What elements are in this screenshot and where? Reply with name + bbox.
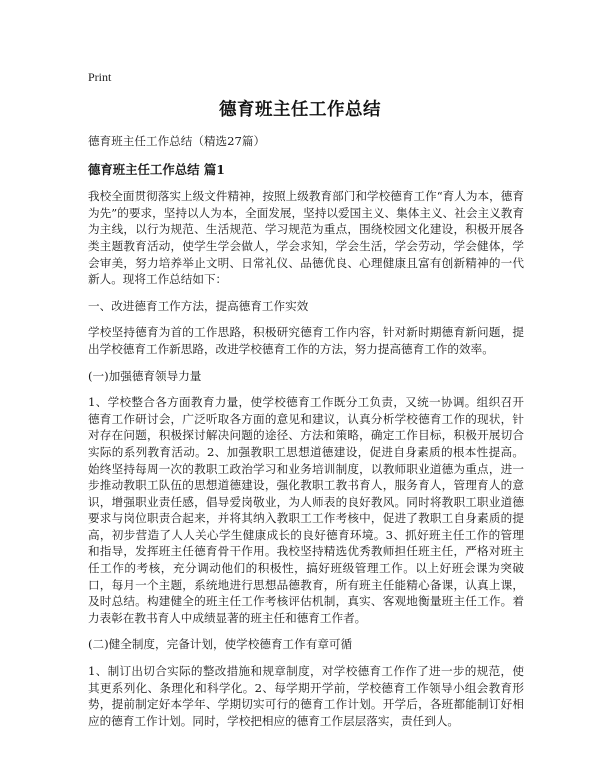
body-subheading: (二)健全制度，完备计划，使学校德育工作有章可循 (88, 637, 353, 652)
document-body (88, 133, 524, 739)
body-paragraph: 1、制订出切合实际的整改措施和规章制度，对学校德育工作作了进一步的规范，使其更系列化、条理化和科学化。2、每学期开学前，学校德育工作领导小组会教育形势，提前制定好本学年、学期切实可行的德育工作计划。开学后，各班都能制订好相应的德育工作计划。同时，学校把相应的德育工作层层落实，责任到人。 (88, 664, 524, 728)
print-label: Print (88, 70, 112, 84)
body-paragraph: 1、学校整合各方面教育力量，使学校德育工作既分工负责，又统一协调。组织召开德育工作研讨会，广泛听取各方面的意见和建议，认真分析学校德育工作的现状，针对存在问题，积极探讨解决问题的途径、方法和策略，确定工作目标，积极开展切合实际的系列教育活动。2、加强教职工思想道德建设，促进自身素质的根本性提高。始终坚持每周一次的教职工政治学习和业务培训制度，以教师职业道德为重点，进一步推动教职工队伍的思想道德建设，强化教职工教书育人，服务育人，管理育人的意识，增强职业责任感，倡导爱岗敬业，为人师表的良好教风。同时将教职工职业道德要求与岗位职责合起来，并将其纳入教职工工作考核中，促进了教职工自身素质的提高，初步营造了人人关心学生健康成长的良好德育环境。3、抓好班主任工作的管理和指导，发挥班主任德育骨干作用。我校坚持精选优秀教师担任班主任，严格对班主任工作的考核，充分调动他们的积极性，搞好班级管理工作。以上好班会课为突破口，每月一个主题，系统地进行思想品德教育，所有班主任能精心备课，认真上课，及时总结。构建健全的班主任工作考核评估机制，真实、客观地衡量班主任工作。着力表彰在教书育人中成绩显著的班主任和德育工作者。 (88, 395, 524, 625)
body-paragraph: 我校全面贯彻落实上级文件精神，按照上级教育部门和学校德育工作“育人为本，德育为先”的要求，坚持以人为本，全面发展，坚持以爱国主义、集体主义、社会主义教育为主线，以行为规范、生活规范、学习规范为重点，围绕校园文化建设，积极开展各类主题教育活动，使学生学会做人，学会求知，学会生活，学会劳动，学会健体，学会审美，努力培养举止文明、日常礼仪、品德优良、心理健康且富有创新精神的一代新人。现将工作总结如下： (88, 189, 524, 287)
document-subtitle: 德育班主任工作总结（精选27篇） (88, 134, 266, 148)
document-title: 德育班主任工作总结 (219, 100, 381, 120)
body-heading: 一、改进德育工作方法，提高德育工作实效 (88, 298, 309, 313)
body-subheading: (一)加强德育领导力量 (88, 368, 202, 383)
body-paragraph: 学校坚持德育为首的工作思路，积极研究德育工作内容，针对新时期德育新问题，提出学校德育工作新思路，改进学校德育工作的方法，努力提高德育工作的效率。 (88, 325, 524, 356)
section-heading: 德育班主任工作总结 篇1 (88, 161, 225, 177)
